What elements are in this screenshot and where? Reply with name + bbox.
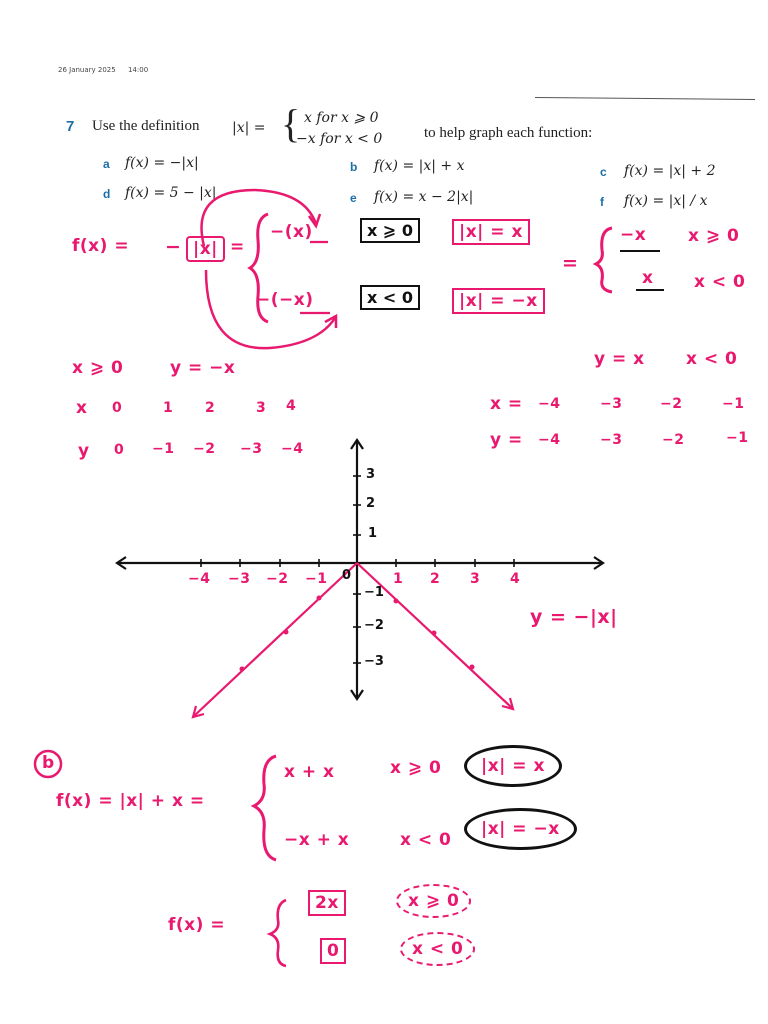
definition-lhs: |x| = <box>232 120 266 136</box>
work-a-result-2-cond: x < 0 <box>694 272 746 292</box>
work-a-result-brace <box>596 228 612 292</box>
x-tick-label: 2 <box>430 571 441 587</box>
work-b-case-1: x + x <box>284 762 335 782</box>
work-b-brace <box>254 756 276 860</box>
y-tick-label: −2 <box>364 618 384 633</box>
work-b-result-2: 0 <box>320 938 346 964</box>
plot-point <box>470 665 475 670</box>
part-expr-e: f(x) = x − 2|x| <box>374 189 474 205</box>
x-tick-label: 1 <box>393 571 404 587</box>
plot-point <box>432 631 437 636</box>
part-expr-f: f(x) = |x| / x <box>624 193 708 209</box>
work-b-fx-label: f(x) = |x| + x = <box>56 791 205 811</box>
origin-label: 0 <box>342 568 352 583</box>
work-a-abs-1: |x| = x <box>452 219 530 245</box>
time-stamp: 14:00 <box>128 66 149 74</box>
table-left-x-value: 4 <box>286 398 297 414</box>
table-left-head-2: y = −x <box>170 358 236 378</box>
y-tick-label: 1 <box>368 526 378 541</box>
work-b-cond-1: x ⩾ 0 <box>390 758 442 778</box>
plot-point <box>240 667 245 672</box>
table-left-x-value: 3 <box>256 400 267 416</box>
definition-case-2: −x for x < 0 <box>296 131 383 147</box>
work-a-cond-2: x < 0 <box>360 285 420 310</box>
work-b-result-1: 2x <box>308 890 346 916</box>
x-tick-label: −2 <box>266 571 289 587</box>
work-b-result-2-cond: x < 0 <box>400 932 475 966</box>
y-tick-label: −1 <box>364 585 384 600</box>
table-left-head-1: x ⩾ 0 <box>72 358 124 378</box>
work-a-absx-box: |x| <box>186 236 225 262</box>
work-b-cond-2: x < 0 <box>400 830 452 850</box>
part-expr-c: f(x) = |x| + 2 <box>624 163 716 179</box>
table-left-y-value: 0 <box>114 442 125 458</box>
table-right-y-value: −3 <box>600 432 623 448</box>
table-left-x-value: 2 <box>205 400 216 416</box>
work-b-result-brace <box>270 900 286 966</box>
table-right-y-value: −2 <box>662 432 685 448</box>
plot-point <box>317 596 322 601</box>
work-a-abs-2: |x| = −x <box>452 288 545 314</box>
table-left-y-label: y <box>78 441 90 461</box>
table-right-y-value: −1 <box>726 430 749 446</box>
part-label-a: a <box>103 157 110 171</box>
work-a-cond-1: x ⩾ 0 <box>360 218 420 243</box>
table-left-y-value: −1 <box>152 441 175 457</box>
table-right-x-label: x = <box>490 394 523 414</box>
work-a-brace <box>250 214 268 322</box>
x-tick-label: −4 <box>188 571 211 587</box>
x-tick-label: 3 <box>470 571 481 587</box>
part-label-f: f <box>600 195 604 209</box>
table-left-x-label: x <box>76 398 88 418</box>
part-expr-d: f(x) = 5 − |x| <box>125 185 217 201</box>
table-left-y-value: −4 <box>281 441 304 457</box>
table-right-y-value: −4 <box>538 432 561 448</box>
table-left-x-value: 0 <box>112 400 123 416</box>
work-b-abs-2: |x| = −x <box>464 808 577 850</box>
table-right-y-label: y = <box>490 430 523 450</box>
work-a-fx-label: f(x) = <box>72 236 130 256</box>
question-intro: Use the definition <box>92 118 200 134</box>
work-a-result-1: −x <box>620 225 647 245</box>
work-a-case-2: −(−x) <box>256 290 314 310</box>
function-label: y = −|x| <box>530 606 618 628</box>
work-a-equals-2: = <box>562 252 579 274</box>
table-right-x-value: −4 <box>538 396 561 412</box>
work-b-result-1-cond: x ⩾ 0 <box>396 884 471 918</box>
table-right-x-value: −3 <box>600 396 623 412</box>
question-tail: to help graph each function: <box>424 125 593 141</box>
part-expr-b: f(x) = |x| + x <box>374 158 465 174</box>
work-a-result-1-cond: x ⩾ 0 <box>688 226 740 246</box>
part-label-c: c <box>600 165 607 179</box>
work-a-minus: − <box>165 236 182 258</box>
date-stamp: 26 January 2025 <box>58 66 116 74</box>
definition-case-1: x for x ⩾ 0 <box>304 110 379 126</box>
work-b-fx2-label: f(x) = <box>168 915 226 935</box>
table-right-x-value: −1 <box>722 396 745 412</box>
work-b-marker: b <box>42 753 55 773</box>
part-label-d: d <box>103 187 111 201</box>
table-right-head-2: x < 0 <box>686 349 738 369</box>
table-right-x-value: −2 <box>660 396 683 412</box>
plot-point <box>284 630 289 635</box>
y-tick-label: 3 <box>366 467 376 482</box>
x-tick-label: 4 <box>510 571 521 587</box>
work-b-case-2: −x + x <box>284 830 350 850</box>
part-expr-a: f(x) = −|x| <box>125 155 199 171</box>
plot-point <box>394 599 399 604</box>
y-tick-label: 2 <box>366 496 376 511</box>
work-a-case-1: −(x) <box>270 222 313 242</box>
work-a-equals: = <box>230 237 245 257</box>
x-tick-label: −1 <box>305 571 328 587</box>
work-a-result-2: x <box>642 268 654 288</box>
definition-brace: { <box>281 101 301 146</box>
part-label-b: b <box>350 160 358 174</box>
work-b-abs-1: |x| = x <box>464 745 562 787</box>
y-tick-label: −3 <box>364 654 384 669</box>
question-number: 7 <box>66 118 75 135</box>
part-label-e: e <box>350 191 357 205</box>
table-left-y-value: −3 <box>240 441 263 457</box>
x-tick-label: −3 <box>228 571 251 587</box>
table-left-x-value: 1 <box>163 400 174 416</box>
work-a-curve-bottom <box>206 270 335 348</box>
table-right-head-1: y = x <box>594 349 645 369</box>
table-left-y-value: −2 <box>193 441 216 457</box>
